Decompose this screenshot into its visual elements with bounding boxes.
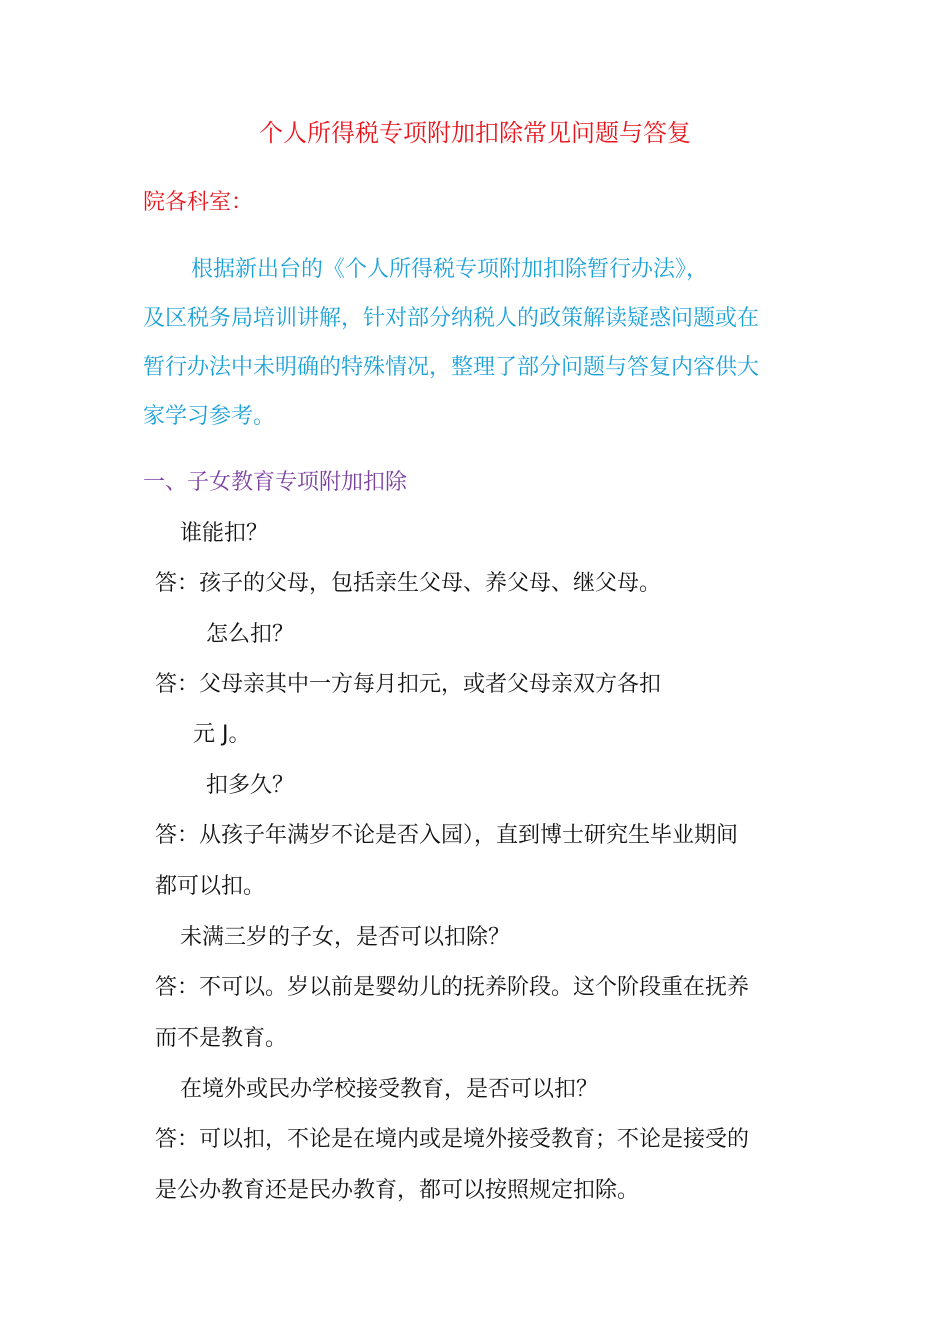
question-1: 谁能扣？ bbox=[180, 521, 269, 546]
document-title: 个人所得税专项附加扣除常见问题与答复 bbox=[259, 119, 691, 147]
answer-3-line-1: 答：从孩子年满岁不论是否入园），直到博士研究生毕业期间 bbox=[155, 823, 739, 848]
answer-4-line-1: 答：不可以。岁以前是婴幼儿的抚养阶段。这个阶段重在抚养 bbox=[155, 975, 750, 1000]
answer-2-line-2: 元 J。 bbox=[193, 722, 251, 747]
intro-line-2: 及区税务局培训讲解，针对部分纳税人的政策解读疑惑问题或在 bbox=[143, 306, 760, 331]
section-heading: 一、子女教育专项附加扣除 bbox=[143, 470, 408, 495]
intro-line-4: 家学习参考。 bbox=[143, 404, 276, 429]
answer-5-line-2: 是公办教育还是民办教育，都可以按照规定扣除。 bbox=[155, 1178, 640, 1203]
answer-2-line-1: 答：父母亲其中一方每月扣元，或者父母亲双方各扣 bbox=[155, 672, 662, 697]
answer-5-line-1: 答：可以扣，不论是在境内或是境外接受教育；不论是接受的 bbox=[155, 1127, 750, 1152]
intro-line-3: 暂行办法中未明确的特殊情况，整理了部分问题与答复内容供大 bbox=[143, 355, 760, 380]
answer-3-line-2: 都可以扣。 bbox=[155, 874, 266, 899]
question-2: 怎么扣？ bbox=[206, 622, 295, 647]
addressee: 院各科室： bbox=[143, 190, 254, 215]
question-4: 未满三岁的子女，是否可以扣除？ bbox=[180, 925, 511, 950]
answer-4-line-2: 而不是教育。 bbox=[155, 1026, 288, 1051]
answer-1-line-1: 答：孩子的父母，包括亲生父母、养父母、继父母。 bbox=[155, 571, 662, 596]
question-3: 扣多久？ bbox=[206, 773, 295, 798]
question-5: 在境外或民办学校接受教育，是否可以扣？ bbox=[180, 1077, 599, 1102]
intro-line-1: 根据新出台的《个人所得税专项附加扣除暂行办法》， bbox=[191, 257, 709, 282]
